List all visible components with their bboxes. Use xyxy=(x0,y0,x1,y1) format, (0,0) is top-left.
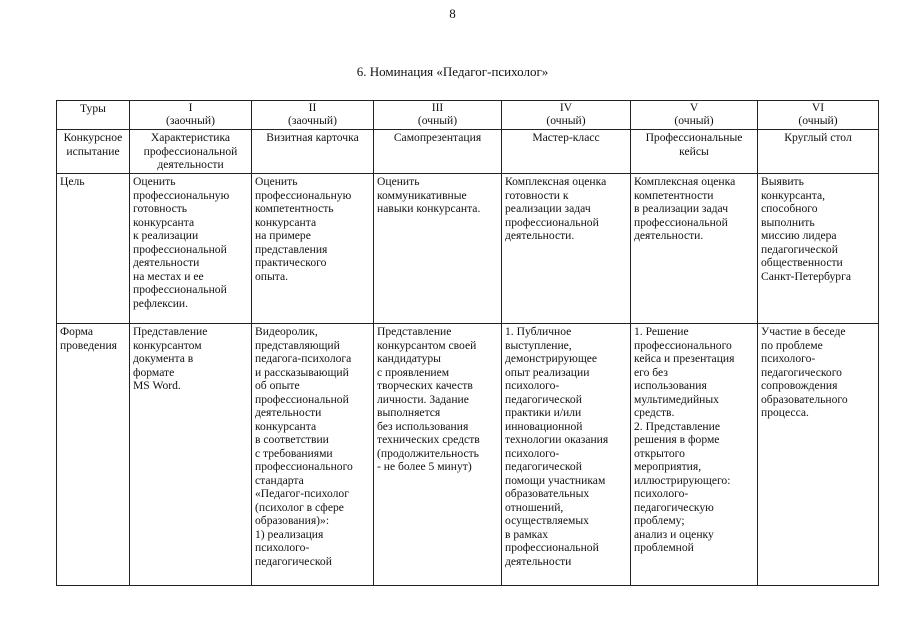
form-cell-1: Представление конкурсантом документа в формате MS Word. xyxy=(130,324,252,586)
test-row xyxy=(57,130,879,174)
row-label-goal: Цель xyxy=(57,174,130,324)
goal-cell-4: Комплексная оценка готовности к реализации задач профессиональной деятельности. xyxy=(502,174,631,324)
test-cell-5: Профессиональные кейсы xyxy=(631,130,758,174)
row-label-test: Конкурсное испытание xyxy=(57,130,130,174)
tour-header-3 xyxy=(374,101,502,130)
test-cell-3: Самопрезентация xyxy=(374,130,502,174)
goal-cell-1: Оценить профессиональную готовность конкурсанта к реализации профессиональной деятельности на местах и ее профессиональной рефлексии. xyxy=(130,174,252,324)
form-cell-2: Видеоролик, представляющий педагога-психолога и рассказывающий об опыте профессиональной деятельности конкурсанта в соответствии с требованиями профессионального стандарта «Педагог-психолог (психолог в сфере образования)»: 1) реализация психолого- педагогической xyxy=(252,324,374,586)
goal-cell-6: Выявить конкурсанта, способного выполнить миссию лидера педагогической общественности Санкт-Петербурга xyxy=(758,174,879,324)
tour-mode: (очный) xyxy=(798,114,838,127)
goal-cell-2: Оценить профессиональную компетентность конкурсанта на примере представления практического опыта. xyxy=(252,174,374,324)
tour-number: VI xyxy=(811,101,825,114)
form-cell-3: Представление конкурсантом своей кандидатуры с проявлением творческих качеств личности. Задание выполняется без использования технических средств (продолжительность - не более 5 минут) xyxy=(374,324,502,586)
tour-number: V xyxy=(689,101,699,114)
nomination-table xyxy=(56,100,879,586)
test-cell-1: Характеристика профессиональной деятельности xyxy=(130,130,252,174)
goal-row xyxy=(57,174,879,324)
goal-cell-3: Оценить коммуникативные навыки конкурсанта. xyxy=(374,174,502,324)
tour-header-6 xyxy=(758,101,879,130)
test-cell-2: Визитная карточка xyxy=(252,130,374,174)
tours-row xyxy=(57,101,879,130)
tour-mode: (заочный) xyxy=(288,114,337,127)
section-heading: 6. Номинация «Педагог-психолог» xyxy=(356,64,549,79)
form-cell-6: Участие в беседе по проблеме психолого- педагогического сопровождения образовательного процесса. xyxy=(758,324,879,586)
row-label-form: Форма проведения xyxy=(57,324,130,586)
goal-cell-5: Комплексная оценка компетентности в реализации задач профессиональной деятельности. xyxy=(631,174,758,324)
tour-mode: (очный) xyxy=(546,114,586,127)
page-number: 8 xyxy=(449,6,456,21)
form-cell-4: 1. Публичное выступление, демонстрирующее опыт реализации психолого- педагогической практики и/или инновационной технологии оказания психолого- педагогической помощи участникам образовательных отношений, осуществляемых в рамках профессиональной деятельности xyxy=(502,324,631,586)
test-cell-6: Круглый стол xyxy=(758,130,879,174)
tour-mode: (заочный) xyxy=(166,114,215,127)
tour-header-4 xyxy=(502,101,631,130)
tour-number: IV xyxy=(559,101,573,114)
tour-header-1 xyxy=(130,101,252,130)
tour-mode: (очный) xyxy=(674,114,714,127)
form-row xyxy=(57,324,879,586)
tour-mode: (очный) xyxy=(417,114,458,127)
tour-number: I xyxy=(188,101,193,114)
tour-header-2 xyxy=(252,101,374,130)
corner-label: Туры xyxy=(57,101,130,130)
form-cell-5: 1. Решение профессионального кейса и презентация его без использования мультимедийных средств. 2. Представление решения в форме открытого мероприятия, иллюстрирующего: психолого- педагогическую проблему; анализ и оценку проблемной xyxy=(631,324,758,586)
tour-header-5 xyxy=(631,101,758,130)
tour-number: II xyxy=(308,101,317,114)
tour-number: III xyxy=(431,101,444,114)
test-cell-4: Мастер-класс xyxy=(502,130,631,174)
